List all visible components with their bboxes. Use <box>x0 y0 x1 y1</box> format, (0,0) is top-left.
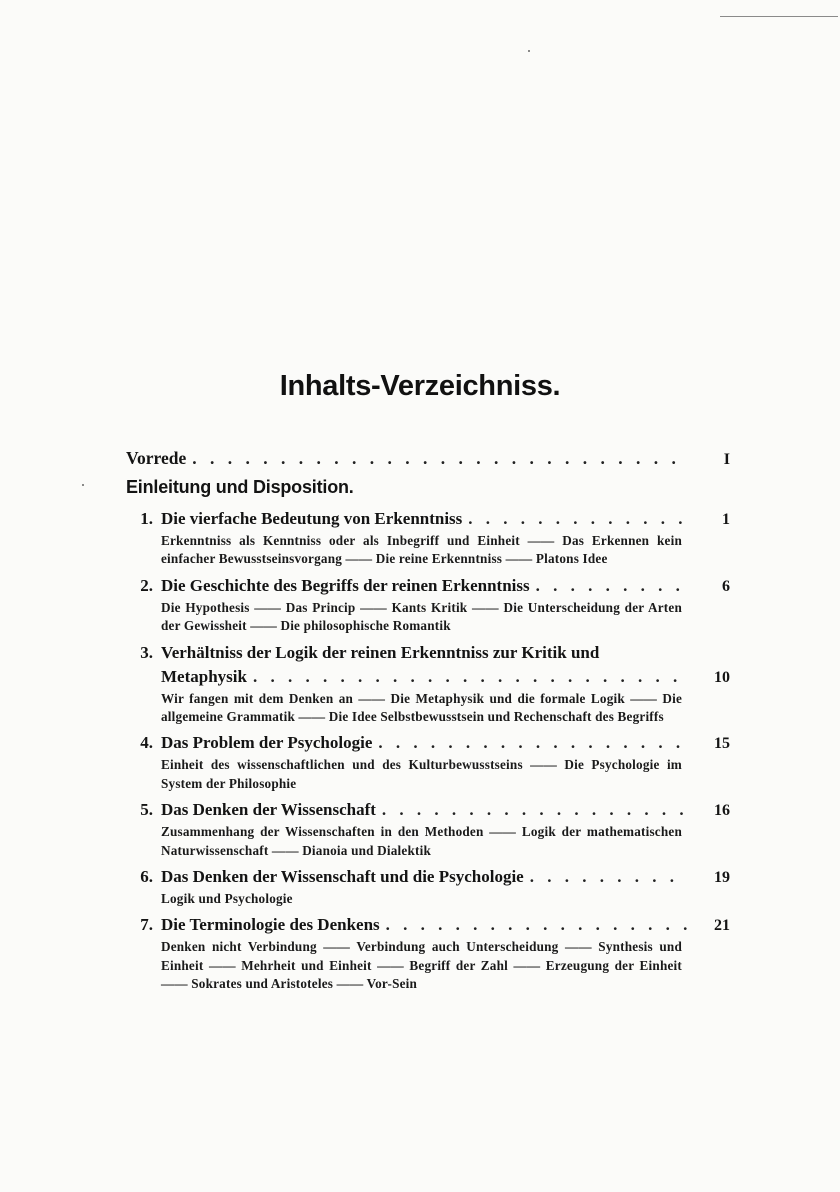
toc-page-number: 10 <box>714 668 730 686</box>
toc-page-number: 15 <box>714 735 730 753</box>
toc-entry-label: Vorrede <box>126 448 187 468</box>
chapter-summary: Denken nicht Verbindung —— Verbindung auch Unterscheidung —— Synthesis und Einheit —— Mehrheit und Einheit —— Begriff der Zahl —— Erzeugung der Einheit —— Sokrates und Aristoteles —— Vor-Sein <box>161 939 682 992</box>
scan-speck <box>82 484 84 486</box>
table-of-contents <box>126 448 730 999</box>
chapter-summary: Zusammenhang der Wissenschaften in den Methoden —— Logik der mathematischen Naturwissenschaft —— Dianoia und Dialektik <box>161 824 682 858</box>
chapter-title-line1: Verhältniss der Logik der reinen Erkenntniss zur Kritik und <box>161 642 600 662</box>
chapter-title: Die vierfache Bedeutung von Erkenntniss <box>161 509 463 528</box>
chapter-title: Das Denken der Wissenschaft <box>161 800 376 820</box>
chapter-title-line2: Metaphysik <box>161 666 247 686</box>
toc-chapter-entry[interactable] <box>126 913 730 938</box>
toc-chapter-entry[interactable] <box>126 798 730 823</box>
chapter-summary: Erkenntniss als Kenntniss oder als Inbegriff und Einheit —— Das Erkennen kein einfacher Bewusstseinsvorgang —— Die reine Erkenntniss —— Platons Idee <box>161 533 682 567</box>
chapter-summary: Einheit des wissenschaftlichen und des Kulturbewusstseins —— Die Psychologie im System der Philosophie <box>161 757 682 791</box>
leader-dots <box>382 798 688 822</box>
toc-page-number: I <box>723 451 730 468</box>
scan-edge-line <box>720 16 838 17</box>
toc-chapter <box>126 507 730 569</box>
toc-page-number: 1 <box>722 511 730 528</box>
toc-chapter-entry[interactable] <box>126 641 730 665</box>
chapter-number: 5. <box>140 800 153 820</box>
chapter-title: Die Terminologie des Denkens <box>161 915 380 935</box>
chapter-number: 6. <box>140 867 153 887</box>
toc-chapter-entry[interactable] <box>126 865 730 890</box>
toc-chapter <box>126 641 730 727</box>
chapter-summary: Wir fangen mit dem Denken an —— Die Metaphysik und die formale Logik —— Die allgemeine Grammatik —— Die Idee Selbstbewusstsein und Rechenschaft des Begriffs <box>161 690 682 725</box>
chapter-title: Das Denken der Wissenschaft und die Psychologie <box>161 867 524 887</box>
leader-dots <box>468 507 688 531</box>
chapter-summary: Logik und Psychologie <box>161 891 293 907</box>
leader-dots <box>530 865 688 889</box>
toc-chapter-entry[interactable] <box>126 731 730 756</box>
chapter-number: 4. <box>140 733 153 753</box>
leader-dots <box>386 913 688 937</box>
toc-chapter-entry[interactable] <box>126 574 730 599</box>
leader-dots <box>192 448 688 469</box>
leader-dots <box>378 731 688 755</box>
toc-chapter <box>126 865 730 908</box>
leader-dots <box>536 574 688 598</box>
section-heading: Einleitung und Disposition. <box>126 477 354 497</box>
page-title: Inhalts-Verzeichniss. <box>279 370 561 402</box>
toc-chapter <box>126 798 730 860</box>
chapter-summary: Die Hypothesis —— Das Princip —— Kants Kritik —— Die Unterscheidung der Arten der Gewissheit —— Die philosophische Romantik <box>161 599 682 634</box>
chapter-number: 7. <box>140 915 153 935</box>
chapter-title: Die Geschichte des Begriffs der reinen Erkenntniss <box>161 575 530 595</box>
toc-page-number: 16 <box>714 802 730 820</box>
chapter-number: 3. <box>140 642 153 662</box>
toc-chapter-entry-continued[interactable] <box>126 665 730 690</box>
toc-chapter <box>126 731 730 793</box>
chapter-number: 2. <box>140 575 153 595</box>
toc-entry-preface[interactable] <box>126 448 730 474</box>
toc-chapter <box>126 913 730 993</box>
chapter-title: Das Problem der Psychologie <box>161 733 373 753</box>
toc-page-number: 21 <box>714 917 730 935</box>
scan-speck <box>528 50 530 52</box>
toc-chapter <box>126 574 730 636</box>
leader-dots <box>253 665 688 689</box>
toc-chapter-entry[interactable] <box>126 507 730 532</box>
toc-page-number: 6 <box>722 577 730 595</box>
chapter-number: 1. <box>140 509 153 528</box>
toc-page-number: 19 <box>714 869 730 887</box>
